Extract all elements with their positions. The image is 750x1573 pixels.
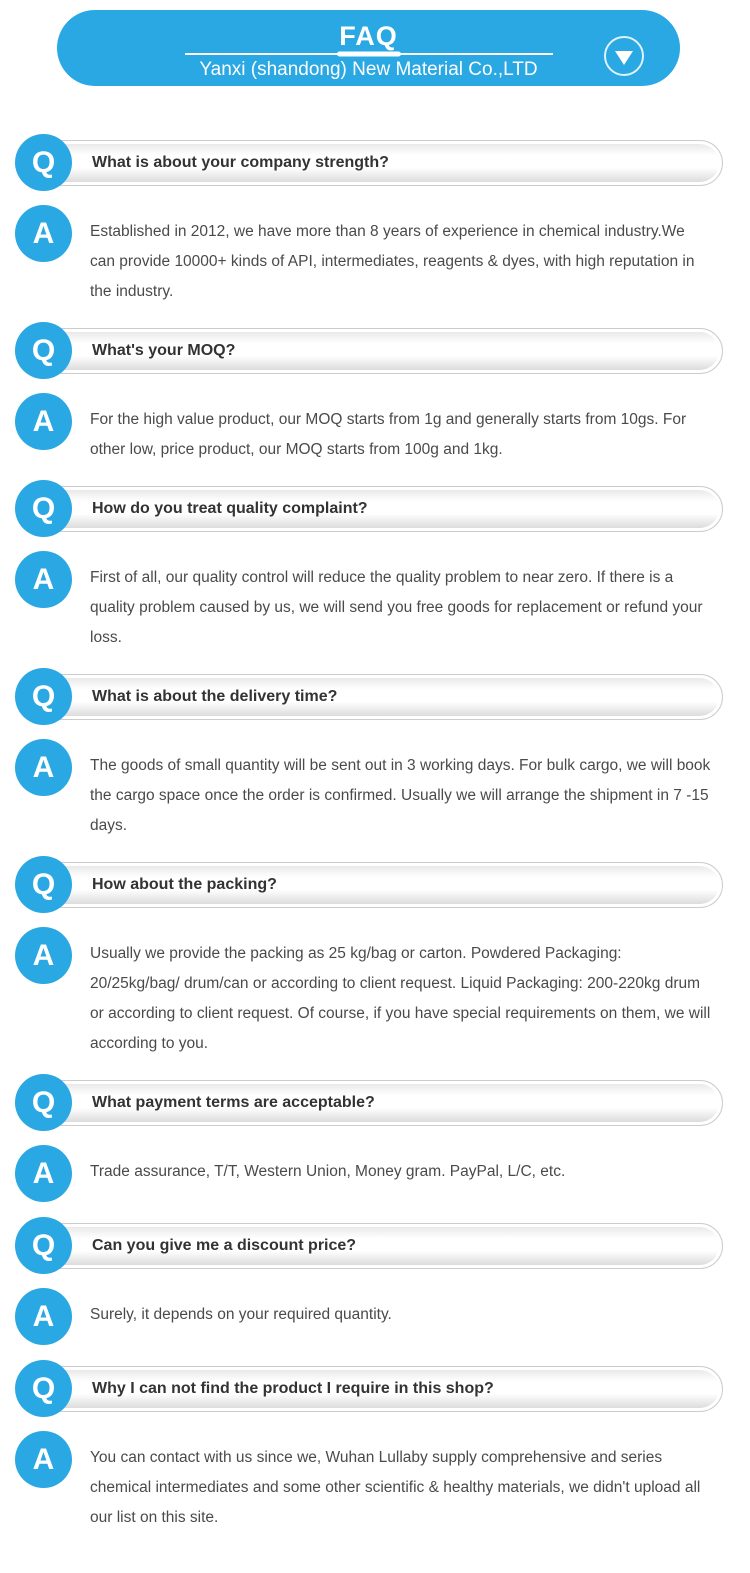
- header-divider: [185, 53, 553, 55]
- question-text: What's your MOQ?: [92, 341, 236, 359]
- faq-question-row[interactable]: [15, 1074, 723, 1131]
- a-badge: A: [15, 927, 72, 984]
- chevron-down-icon: [615, 51, 633, 65]
- answer-text: You can contact with us since we, Wuhan Lullaby supply comprehensive and series chemical intermediates and some other scientific & healthy materials, we didn't upload all our list on this site.: [90, 1449, 701, 1526]
- q-badge: Q: [15, 1074, 72, 1131]
- company-name: Yanxi (shandong) New Material Co.,LTD: [199, 58, 538, 80]
- question-bar: [40, 486, 723, 532]
- faq-item: [15, 322, 723, 465]
- question-text: What payment terms are acceptable?: [92, 1093, 375, 1111]
- question-text: How about the packing?: [92, 875, 277, 893]
- divider-accent: [337, 51, 401, 56]
- answer-text: Trade assurance, T/T, Western Union, Money gram. PayPal, L/C, etc.: [90, 1163, 566, 1180]
- question-text: Why I can not find the product I require in this shop?: [92, 1379, 494, 1397]
- question-text: What is about the delivery time?: [92, 687, 338, 705]
- faq-question-row[interactable]: [15, 1217, 723, 1274]
- faq-answer-row: [15, 927, 723, 1059]
- a-badge: A: [15, 1288, 72, 1345]
- faq-item: [15, 1074, 723, 1202]
- q-badge: Q: [15, 1360, 72, 1417]
- faq-item: [15, 668, 723, 841]
- q-badge: Q: [15, 134, 72, 191]
- faq-question-row[interactable]: [15, 322, 723, 379]
- answer-text: Surely, it depends on your required quantity.: [90, 1306, 392, 1323]
- a-badge: A: [15, 551, 72, 608]
- faq-question-row[interactable]: [15, 480, 723, 537]
- question-bar: [40, 328, 723, 374]
- answer-text: First of all, our quality control will reduce the quality problem to near zero. If there is a quality problem caused by us, we will send you free goods for replacement or refund your loss.: [90, 569, 703, 646]
- faq-answer-row: [15, 205, 723, 307]
- question-bar: [40, 1366, 723, 1412]
- faq-answer-row: [15, 739, 723, 841]
- faq-answer-row: [15, 1145, 723, 1202]
- faq-list: [0, 86, 750, 1568]
- a-badge: A: [15, 393, 72, 450]
- question-text: How do you treat quality complaint?: [92, 499, 368, 517]
- faq-question-row[interactable]: [15, 134, 723, 191]
- answer-text: Established in 2012, we have more than 8 years of experience in chemical industry.We can provide 10000+ kinds of API, intermediates, reagents & dyes, with high reputation in the industry.: [90, 223, 695, 300]
- faq-question-row[interactable]: [15, 1360, 723, 1417]
- q-badge: Q: [15, 480, 72, 537]
- faq-answer-row: [15, 393, 723, 465]
- q-badge: Q: [15, 1217, 72, 1274]
- q-badge: Q: [15, 668, 72, 725]
- question-text: Can you give me a discount price?: [92, 1236, 357, 1254]
- faq-item: [15, 1217, 723, 1345]
- faq-answer-row: [15, 1431, 723, 1533]
- page-title: FAQ: [339, 20, 398, 51]
- question-bar: [40, 674, 723, 720]
- question-bar: [40, 1080, 723, 1126]
- faq-item: [15, 1360, 723, 1533]
- a-badge: A: [15, 1145, 72, 1202]
- question-bar: [40, 1223, 723, 1269]
- question-bar: [40, 140, 723, 186]
- faq-answer-row: [15, 1288, 723, 1345]
- question-bar: [40, 862, 723, 908]
- faq-item: [15, 134, 723, 307]
- q-badge: Q: [15, 856, 72, 913]
- a-badge: A: [15, 1431, 72, 1488]
- faq-question-row[interactable]: [15, 856, 723, 913]
- faq-item: [15, 856, 723, 1059]
- question-text: What is about your company strength?: [92, 153, 389, 171]
- answer-text: For the high value product, our MOQ starts from 1g and generally starts from 10gs. For other low, price product, our MOQ starts from 100g and 1kg.: [90, 411, 687, 458]
- faq-answer-row: [15, 551, 723, 653]
- expand-toggle-button[interactable]: [604, 36, 644, 76]
- answer-text: Usually we provide the packing as 25 kg/bag or carton. Powdered Packaging: 20/25kg/bag/ drum/can or according to client request. Liquid Packaging: 200-220kg drum or according to client request. Of course, if you have special requirements on them, we will according to you.: [90, 945, 711, 1052]
- faq-item: [15, 480, 723, 653]
- a-badge: A: [15, 205, 72, 262]
- answer-text: The goods of small quantity will be sent out in 3 working days. For bulk cargo, we will book the cargo space once the order is confirmed. Usually we will arrange the shipment in 7 -15 days.: [90, 757, 711, 834]
- q-badge: Q: [15, 322, 72, 379]
- a-badge: A: [15, 739, 72, 796]
- faq-header: [57, 10, 680, 86]
- faq-question-row[interactable]: [15, 668, 723, 725]
